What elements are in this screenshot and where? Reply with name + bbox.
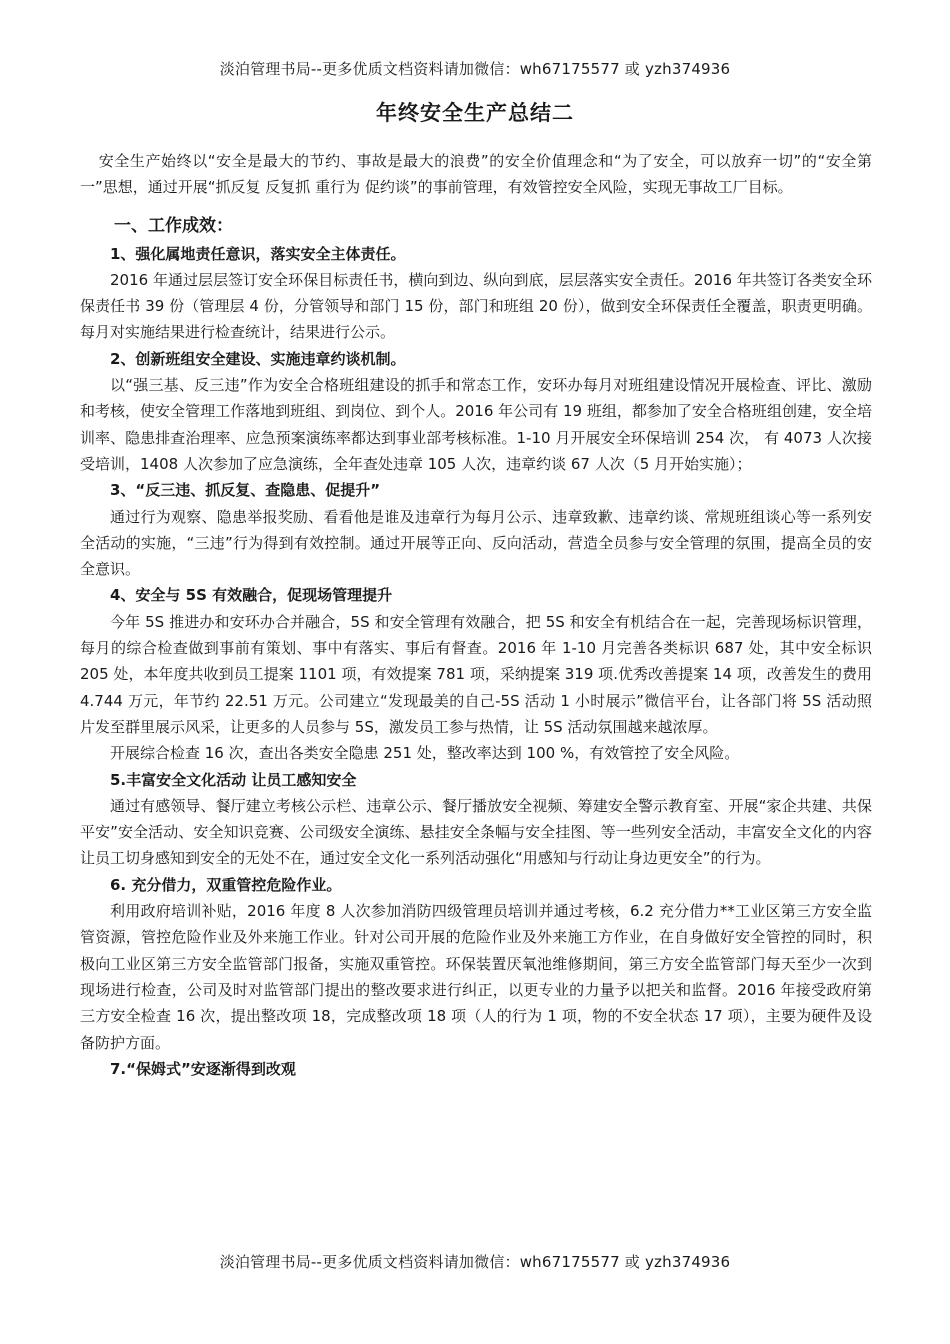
item-heading-7: 7.“保姆式”安逐渐得到改观 <box>110 1059 296 1078</box>
item-heading-2: 2、创新班组安全建设、实施违章约谈机制。 <box>110 349 406 368</box>
page-header: 淡泊管理书局--更多优质文档资料请加微信：wh67175577 或 yzh374936 <box>219 60 731 78</box>
item-paragraph: 通过有感领导、餐厅建立考核公示栏、违章公示、餐厅播放安全视频、筹建安全警示教育室、开展“家企共建、共保平安”安全活动、安全知识竞赛、公司级安全演练、悬挂安全条幅与安全挂图、等一些列安全活动，丰富安全文化的内容让员工切身感知到安全的无处不在，通过安全文化一系列活动强化“用感知与行动让身边更安全”的行为。 <box>80 796 872 868</box>
item-paragraph: 通过行为观察、隐患举报奖励、看看他是谁及违章行为每月公示、违章致歉、违章约谈、常规班组谈心等一系列安全活动的实施，“三违”行为得到有效控制。通过开展等正向、反向活动，营造全员参与安全管理的氛围，提高全员的安全意识。 <box>80 507 872 579</box>
page-footer: 淡泊管理书局--更多优质文档资料请加微信：wh67175577 或 yzh374936 <box>219 1253 731 1271</box>
item-paragraph: 2016 年通过层层签订安全环保目标责任书，横向到边、纵向到底，层层落实安全责任。2016 年共签订各类安全环保责任书 39 份（管理层 4 份，分管领导和部门 15 份，部门和班组 20 份），做到安全环保责任全覆盖，职责更明确。每月对实施结果进行检查统计，结果进行公示。 <box>80 270 872 342</box>
item-heading-4: 4、安全与 5S 有效融合，促现场管理提升 <box>110 586 393 605</box>
item-paragraph: 以“强三基、反三违”作为安全合格班组建设的抓手和常态工作，安环办每月对班组建设情况开展检查、评比、激励和考核，使安全管理工作落地到班组、到岗位、到个人。2016 年公司有 19 班组，都参加了安全合格班组创建，安全培训率、隐患排查治理率、应急预案演练率都达到事业部考核标准。1-10 月开展安全环保培训 254 次， 有 4073 人次接受培训，1408 人次参加了应急演练，全年查处违章 105 人次，违章约谈 67 人次（5 月开始实施）； <box>80 376 872 473</box>
item-paragraph: 利用政府培训补贴，2016 年度 8 人次参加消防四级管理员培训并通过考核，6.2 充分借力**工业区第三方安全监管资源，管控危险作业及外来施工作业。针对公司开展的危险作业及外来施工方作业，在自身做好安全管控的同时，积极向工业区第三方安全监管部门报备，实施双重管控。环保装置厌氧池维修期间，第三方安全监管部门每天至少一次到现场进行检查，公司及时对监管部门提出的整改要求进行纠正，以更专业的力量予以把关和监督。2016 年接受政府第三方安全检查 16 次，提出整改项 18，完成整改项 18 项（人的行为 1 项，物的不安全状态 17 项），主要为硬件及设备防护方面。 <box>80 902 872 1052</box>
item-paragraph: 今年 5S 推进办和安环办合并融合，5S 和安全管理有效融合，把 5S 和安全有机结合在一起，完善现场标识管理，每月的综合检查做到事前有策划、事中有落实、事后有督查。2016 年 1-10 月完善各类标识 687 处，其中安全标识 205 处，本年度共收到员工提案 1101 项，有效提案 781 项，采纳提案 319 项.优秀改善提案 14 项，改善发生的费用 4.744 万元，年节约 22.51 万元。公司建立“发现最美的自己-5S 活动 1 小时展示”微信平台，让各部门将 5S 活动照片发至群里展示风采，让更多的人员参与 5S，激发员工参与热情，让 5S 活动氛围越来越浓厚。 <box>80 612 872 736</box>
item-heading-5: 5.丰富安全文化活动 让员工感知安全 <box>110 770 357 789</box>
section-heading-work-results: 一、工作成效： <box>114 215 233 236</box>
document-title: 年终安全生产总结二 <box>376 101 574 125</box>
item-heading-3: 3、“反三违、抓反复、查隐患、促提升” <box>110 481 381 500</box>
item-heading-6: 6. 充分借力，双重管控危险作业。 <box>110 875 342 894</box>
document-body <box>80 148 872 1082</box>
item-heading-1: 1、强化属地责任意识，落实安全主体责任。 <box>110 244 406 263</box>
item-paragraph: 开展综合检查 16 次，查出各类安全隐患 251 处，整改率达到 100 %，有效管控了安全风险。 <box>110 744 740 763</box>
intro-paragraph: 安全生产始终以“安全是最大的节约、事故是最大的浪费”的安全价值理念和“为了安全，可以放弃一切”的“安全第一”思想，通过开展“抓反复 反复抓 重行为 促约谈”的事前管理，有效管控安全风险，实现无事故工厂目标。 <box>80 152 872 197</box>
